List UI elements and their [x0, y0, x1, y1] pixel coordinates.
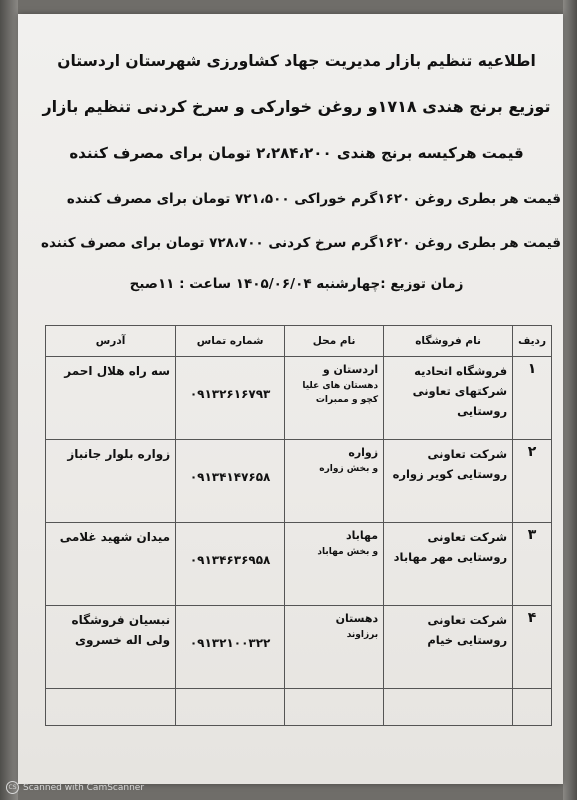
row-location — [285, 357, 384, 440]
header-idx: ردیف — [513, 326, 552, 357]
row-address: نبسیان فروشگاه ولی اله خسروی — [46, 606, 176, 689]
empty-cell — [513, 689, 552, 726]
camscanner-icon: CS — [6, 781, 19, 794]
camscanner-text: Scanned with CamScanner — [23, 782, 145, 793]
table-header-row — [46, 326, 552, 357]
row-location-sub: برزاوند — [346, 630, 379, 640]
row-phone-number: ۰۹۱۳۲۱۰۰۳۲۲ — [189, 636, 271, 650]
table-row — [46, 357, 552, 440]
row-phone — [176, 440, 285, 523]
row-phone — [176, 357, 285, 440]
announcement-title: اطلاعیه تنظیم بازار مدیریت جهاد کشاورزی شهرستان اردستان — [57, 52, 536, 70]
row-location-main: زواره — [348, 446, 379, 459]
distribution-time-line: زمان توزیع :چهارشنبه ۱۴۰۵/۰۶/۰۴ ساعت : ۱۱صبح — [129, 276, 464, 292]
row-store: شرکت تعاونی روستایی خیام — [384, 606, 513, 689]
row-phone — [176, 606, 285, 689]
row-idx: ۲ — [513, 440, 552, 523]
row-location — [285, 440, 384, 523]
stores-table — [45, 325, 552, 726]
row-idx: ۴ — [513, 606, 552, 689]
row-address: میدان شهید غلامی — [46, 523, 176, 606]
row-idx: ۱ — [513, 357, 552, 440]
empty-cell — [285, 689, 384, 726]
rice-price-line: قیمت هرکیسه برنج هندی ۲،۲۸۴،۲۰۰ تومان برای مصرف کننده — [69, 144, 524, 162]
row-phone-number: ۰۹۱۳۲۶۱۶۷۹۳ — [189, 387, 271, 401]
scan-edge-right — [563, 0, 577, 800]
header-store: نام فروشگاه — [384, 326, 513, 357]
row-idx: ۳ — [513, 523, 552, 606]
row-phone-number: ۰۹۱۳۴۶۳۶۹۵۸ — [189, 553, 271, 567]
frying-oil-price-line: قیمت هر بطری روغن ۱۶۲۰گرم سرخ کردنی ۷۲۸،۷۰۰ تومان برای مصرف کننده — [40, 235, 561, 251]
row-address: سه راه هلال احمر — [46, 357, 176, 440]
row-store: فروشگاه اتحادیه شرکتهای تعاونی روستایی — [384, 357, 513, 440]
empty-cell — [46, 689, 176, 726]
row-location-main: مهاباد — [346, 529, 379, 542]
table-row — [46, 440, 552, 523]
table-row — [46, 606, 552, 689]
empty-cell — [176, 689, 285, 726]
header-location: نام محل — [285, 326, 384, 357]
row-address: زواره بلوار جانباز — [46, 440, 176, 523]
empty-cell — [384, 689, 513, 726]
row-location-main: اردستان و — [322, 363, 379, 376]
edible-oil-price-line: قیمت هر بطری روغن ۱۶۲۰گرم خوراکی ۷۲۱،۵۰۰ تومان برای مصرف کننده — [66, 191, 561, 207]
row-store: شرکت تعاونی روستایی کویر زواره — [384, 440, 513, 523]
row-store: شرکت تعاونی روستایی مهر مهاباد — [384, 523, 513, 606]
table-row — [46, 523, 552, 606]
row-location — [285, 606, 384, 689]
distribution-subject: توزیع برنج هندی ۱۷۱۸و روغن خوارکی و سرخ کردنی تنظیم بازار — [42, 97, 551, 116]
row-location-sub: و بخش زواره — [319, 464, 379, 474]
header-address: آدرس — [46, 326, 176, 357]
row-location — [285, 523, 384, 606]
row-location-sub: دهستان های علیا کچو و ممبرات — [302, 381, 379, 405]
row-phone-number: ۰۹۱۳۴۱۴۷۶۵۸ — [189, 470, 271, 484]
row-location-main: دهستان — [335, 612, 379, 625]
row-location-sub: و بخش مهاباد — [317, 547, 379, 557]
row-phone — [176, 523, 285, 606]
camscanner-watermark — [6, 781, 144, 794]
scan-edge-left — [0, 0, 18, 800]
announcement-header — [28, 38, 565, 304]
header-phone: شماره تماس — [176, 326, 285, 357]
table-row-empty — [46, 689, 552, 726]
